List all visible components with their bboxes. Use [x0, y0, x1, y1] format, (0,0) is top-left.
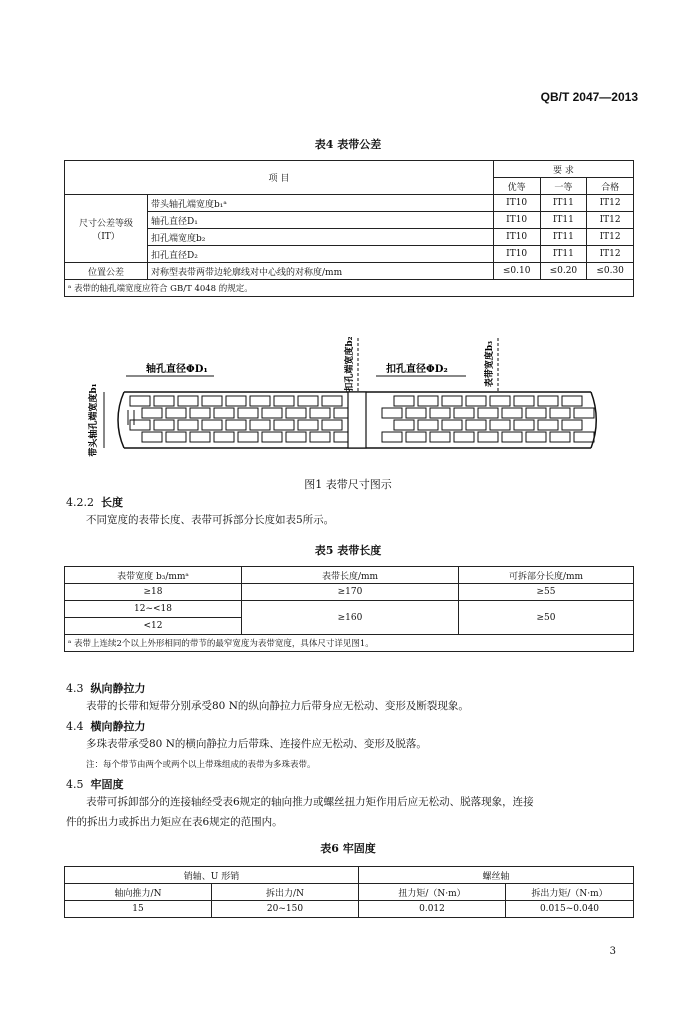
figure1-caption: 图1 表带尺寸图示	[304, 478, 392, 491]
band-brick	[562, 396, 582, 406]
section-4-5-heading: 4.5 牢固度	[66, 778, 124, 791]
table6-header: 扭力矩/（N·m）	[359, 884, 506, 901]
band-brick	[514, 420, 534, 430]
table4-cell: IT10	[493, 212, 540, 229]
band-brick	[538, 396, 558, 406]
band-brick	[250, 396, 270, 406]
table4-row-name: 带头轴孔端宽度b₁ᵃ	[148, 195, 494, 212]
table6-cell: 20~150	[212, 901, 359, 918]
table6-cell: 15	[65, 901, 212, 918]
table5-footnote: ᵃ 表带上连续2个以上外形相同的带节的最窄宽度为表带宽度，具体尺寸详见图1。	[65, 635, 634, 652]
band-brick	[574, 432, 594, 442]
band-brick	[190, 432, 210, 442]
band-brick	[262, 408, 282, 418]
band-brick	[286, 432, 306, 442]
table6	[64, 866, 634, 918]
section-4-2-2-heading: 4.2.2 长度	[66, 496, 123, 509]
section-4-5-text-2: 件的拆出力或拆出力矩应在表6规定的范围内。	[66, 816, 283, 828]
standard-number: QB/T 2047—2013	[540, 90, 638, 104]
band-brick	[490, 420, 510, 430]
band-brick	[286, 408, 306, 418]
label-d1: 轴孔直径ΦD₁	[146, 364, 208, 375]
table5	[64, 566, 634, 652]
band-brick	[574, 408, 594, 418]
band-brick	[442, 396, 462, 406]
section-4-4-note: 注：每个带节由两个或两个以上带珠组成的表带为多珠表带。	[86, 760, 316, 770]
band-brick	[418, 396, 438, 406]
band-brick	[382, 408, 402, 418]
table6-header: 拆出力/N	[212, 884, 359, 901]
table4-cell: IT12	[587, 195, 634, 212]
table4-group-label: 尺寸公差等级 （IT）	[65, 195, 148, 263]
band-brick	[154, 396, 174, 406]
table4-grade: 一等	[540, 178, 587, 195]
table6-cell: 0.015~0.040	[506, 901, 634, 918]
table5-cell: ≥160	[242, 601, 459, 635]
band-brick	[310, 408, 330, 418]
band-brick	[442, 420, 462, 430]
section-4-3-text: 表带的长带和短带分别承受80 N的纵向静拉力后带身应无松动、变形及断裂现象。	[86, 700, 469, 712]
table6-header: 拆出力矩/（N·m）	[506, 884, 634, 901]
band-brick	[454, 432, 474, 442]
label-b1: 带头轴孔端宽度b₁	[89, 383, 99, 457]
band-brick	[238, 408, 258, 418]
band-brick	[190, 408, 210, 418]
band-brick	[214, 408, 234, 418]
table4-cell: IT10	[493, 246, 540, 263]
section-4-4-heading: 4.4 横向静拉力	[66, 720, 146, 733]
band-brick	[274, 420, 294, 430]
band-brick	[142, 432, 162, 442]
band-brick	[178, 420, 198, 430]
table4-cell: IT12	[587, 246, 634, 263]
band-brick	[166, 408, 186, 418]
table4-cell: IT11	[540, 246, 587, 263]
table6-header: 轴向推力/N	[65, 884, 212, 901]
band-brick	[214, 432, 234, 442]
table6-cell: 0.012	[359, 901, 506, 918]
table4-cell: IT10	[493, 195, 540, 212]
table4-pos-name: 对称型表带两带边轮廓线对中心线的对称度/mm	[148, 263, 494, 280]
band-brick	[406, 408, 426, 418]
table5-header: 表带长度/mm	[242, 567, 459, 584]
section-4-3-heading: 4.3 纵向静拉力	[66, 682, 146, 695]
table4-row-name: 轴孔直径D₁	[148, 212, 494, 229]
band-brick	[466, 396, 486, 406]
table4-cell: ≤0.20	[540, 263, 587, 280]
table4-cell: ≤0.10	[493, 263, 540, 280]
table4-cell: IT12	[587, 212, 634, 229]
band-brick	[526, 432, 546, 442]
band-brick	[466, 420, 486, 430]
band-brick	[550, 408, 570, 418]
band-brick	[550, 432, 570, 442]
band-brick	[166, 432, 186, 442]
buckle-gap	[348, 392, 366, 448]
table5-cell: ≥55	[459, 584, 634, 601]
table4-row-name: 扣孔直径D₂	[148, 246, 494, 263]
table4-cell: IT10	[493, 229, 540, 246]
band-brick	[298, 396, 318, 406]
band-brick	[454, 408, 474, 418]
table4-cell: IT11	[540, 229, 587, 246]
page-number: 3	[609, 946, 616, 957]
band-brick	[430, 432, 450, 442]
band-brick	[274, 396, 294, 406]
band-brick	[202, 396, 222, 406]
table4-row-name: 扣孔端宽度b₂	[148, 229, 494, 246]
table4	[64, 160, 634, 297]
table4-cell: IT11	[540, 212, 587, 229]
table4-req-header: 要 求	[493, 161, 633, 178]
band-brick	[562, 420, 582, 430]
band-brick	[130, 396, 150, 406]
band-brick	[238, 432, 258, 442]
table4-item-header: 项 目	[65, 161, 494, 195]
band-brick	[262, 432, 282, 442]
band-brick	[226, 396, 246, 406]
table4-grade: 合格	[587, 178, 634, 195]
band-brick	[490, 396, 510, 406]
table4-footnote: ᵃ 表带的轴孔端宽度应符合 GB/T 4048 的规定。	[65, 280, 634, 297]
band-brick	[322, 396, 342, 406]
band-brick	[406, 432, 426, 442]
band-brick	[502, 432, 522, 442]
table5-header: 表带宽度 b₃/mmᵃ	[65, 567, 242, 584]
table5-caption: 表5 表带长度	[314, 544, 382, 557]
table4-cell: IT11	[540, 195, 587, 212]
label-b3: 表带宽度b₃	[485, 340, 495, 388]
band-brick	[202, 420, 222, 430]
band-brick	[502, 408, 522, 418]
table5-cell: ≥170	[242, 584, 459, 601]
section-4-5-text-1: 表带可拆卸部分的连接轴经受表6规定的轴向推力或螺丝扭力矩作用后应无松动、脱落现象，连接	[86, 796, 534, 808]
band-brick	[250, 420, 270, 430]
label-d2: 扣孔直径ΦD₂	[386, 364, 448, 375]
table6-group: 螺丝轴	[359, 867, 634, 884]
band-brick	[526, 408, 546, 418]
table4-cell: ≤0.30	[587, 263, 634, 280]
table4-pos-label: 位置公差	[65, 263, 148, 280]
band-brick	[394, 420, 414, 430]
band-brick	[154, 420, 174, 430]
band-brick	[418, 420, 438, 430]
band-brick	[310, 432, 330, 442]
band-brick	[142, 408, 162, 418]
band-brick	[226, 420, 246, 430]
table4-grade: 优等	[493, 178, 540, 195]
table5-cell: <12	[65, 618, 242, 635]
band-brick	[478, 408, 498, 418]
section-4-2-2-text: 不同宽度的表带长度、表带可拆部分长度如表5所示。	[86, 514, 335, 526]
label-b2: 扣孔端宽度b₂	[345, 336, 355, 392]
table6-group: 销轴、U 形销	[65, 867, 359, 884]
table4-cell: IT12	[587, 229, 634, 246]
band-brick	[514, 396, 534, 406]
band-brick	[478, 432, 498, 442]
band-brick	[322, 420, 342, 430]
band-brick	[298, 420, 318, 430]
band-brick	[538, 420, 558, 430]
band-brick	[178, 396, 198, 406]
table5-header: 可拆部分长度/mm	[459, 567, 634, 584]
band-brick	[430, 408, 450, 418]
band-brick	[382, 432, 402, 442]
table5-cell: 12~<18	[65, 601, 242, 618]
table6-caption: 表6 牢固度	[320, 842, 376, 855]
table5-cell: ≥18	[65, 584, 242, 601]
band-brick	[130, 420, 150, 430]
figure1-watch-band-diagram	[86, 330, 606, 470]
section-4-4-text: 多珠表带承受80 N的横向静拉力后带珠、连接件应无松动、变形及脱落。	[86, 738, 427, 750]
table4-caption: 表4 表带公差	[314, 138, 382, 151]
band-brick	[394, 396, 414, 406]
table5-cell: ≥50	[459, 601, 634, 635]
